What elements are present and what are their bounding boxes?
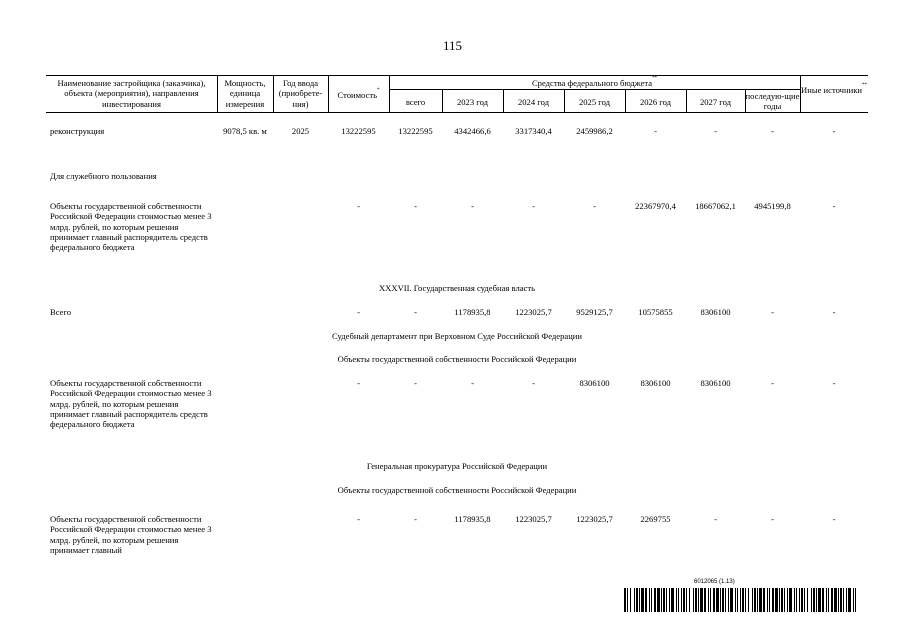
row1-2024: 3317340,4 [515,126,552,136]
objects-heading: Объекты государственной собственности Российской Федерации [337,485,577,495]
header-2027: 2027 год [699,97,732,107]
barcode-image [624,588,858,612]
row1-cost: 13222595 [341,126,376,136]
row2-2025: - [593,201,596,211]
row5-2027: - [714,514,717,524]
header-subdivider [389,89,800,90]
row2-other: - [832,201,836,211]
barcode-label: 6012065 (1.13) [694,579,735,585]
row4-name: Объекты государственной собственности Российской Федерации стоимостью менее 3 млрд. рублей, по которым решения принимает главный распорядитель средств федерального бюджета [50,378,212,430]
department-heading: Судебный департамент при Верховном Суде Российской Федерации [332,331,582,341]
row3-2024: 1223025,7 [515,307,552,317]
row1-later: - [771,126,774,136]
header-2024: 2024 год [517,97,550,107]
header-cost-cell [328,90,389,100]
row1-capacity: 9078,5 кв. м [223,126,267,136]
row2-name: Объекты государственной собственности Российской Федерации стоимостью менее 3 млрд. рублей, по которым решения принимает главный распорядитель средств федерального бюджета [50,201,212,253]
row2-total: - [414,201,417,211]
row5-2024: 1223025,7 [515,514,552,524]
service-use-label: Для служебного пользования [50,171,157,181]
header-other-mark: ** [861,83,867,88]
row4-later: - [771,378,774,388]
row1-2025: 2459986,2 [576,126,613,136]
row4-cost: - [357,378,360,388]
header-capacity: Мощность, единица измерения [224,78,266,109]
row4-total: - [414,378,417,388]
row5-total: - [414,514,417,524]
header-cost-mark: * [377,88,380,93]
row4-2027: 8306100 [700,378,731,388]
department-heading: Генеральная прокуратура Российской Федерации [366,461,548,471]
page-number: 115 [442,38,463,53]
row3-later: - [771,307,774,317]
header-2026: 2026 год [639,97,672,107]
header-other: Иные источники [801,85,862,95]
row4-other: - [832,378,836,388]
header-year: Год ввода (приобрете-ния) [278,78,323,109]
row1-year: 2025 [291,126,310,136]
row5-2023: 1178935,8 [454,514,491,524]
row2-cost: - [357,201,360,211]
objects-heading: Объекты государственной собственности Российской Федерации [337,354,577,364]
header-total: всего [405,97,426,107]
row1-2027: - [714,126,717,136]
row2-later: 4945199,8 [754,201,791,211]
row5-2025: 1223025,7 [576,514,613,524]
section-title: XXXVII. Государственная судебная власть [378,283,536,293]
row4-2026: 8306100 [640,378,671,388]
row4-2023: - [471,378,474,388]
row1-2026: - [654,126,657,136]
row2-2024: - [532,201,535,211]
header-2023: 2023 год [456,97,489,107]
row5-cost: - [357,514,360,524]
header-federal-budget: Средства федерального бюджета [531,78,653,88]
header-cost: Стоимость [337,90,378,100]
row3-2027: 8306100 [700,307,731,317]
row5-later: - [771,514,774,524]
header-other-cell [800,85,868,95]
header-2025: 2025 год [578,97,611,107]
row3-2026: 10575855 [638,307,673,317]
row3-total: - [414,307,417,317]
row3-2025: 9529125,7 [576,307,613,317]
row1-name: реконструкция [50,126,105,136]
row3-2023: 1178935,8 [454,307,491,317]
row4-2024: - [532,378,535,388]
row3-other: - [832,307,836,317]
row1-total: 13222595 [398,126,433,136]
header-later: последую-щие годы [745,91,800,112]
row4-2025: 8306100 [579,378,610,388]
row5-other: - [832,514,836,524]
row1-other: - [832,126,836,136]
row2-2027: 18667062,1 [695,201,736,211]
header-federal-mark: ** [652,76,658,81]
header-name: Наименование застройщика (заказчика), объекта (мероприятия), направления инвестирования [57,78,206,109]
row3-name: Всего [50,307,72,317]
header-federal-cell [389,78,800,88]
row3-cost: - [357,307,360,317]
row5-name: Объекты государственной собственности Российской Федерации стоимостью менее 3 млрд. рублей, по которым решения принимает главный [50,514,212,555]
row2-2026: 22367970,4 [635,201,676,211]
row5-2026: 2269755 [640,514,671,524]
row1-2023: 4342466,6 [454,126,491,136]
row2-2023: - [471,201,474,211]
